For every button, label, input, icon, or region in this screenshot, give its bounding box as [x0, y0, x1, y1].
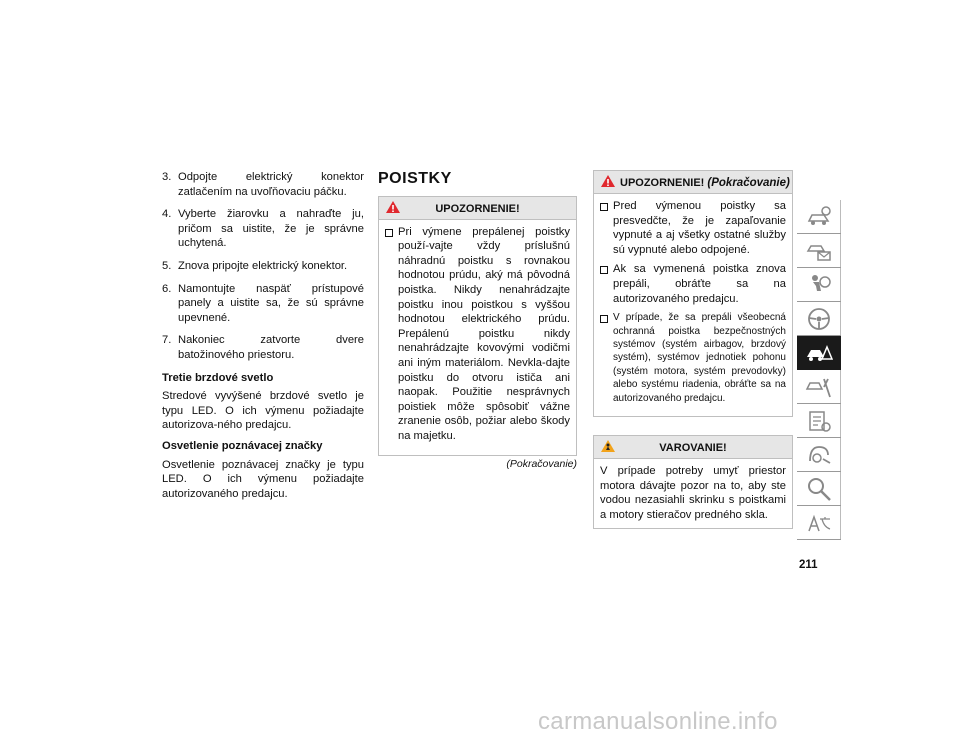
danger-text: V prípade potreby umyť priestor motora dávajte pozor na to, aby ste vodou nezasiahli skrinku s poistkami a motory stieračov predného skla. — [600, 465, 786, 521]
watermark: carmanualsonline.info — [538, 708, 778, 735]
tab-service[interactable] — [797, 370, 841, 404]
danger-label: VAROVANIE! — [659, 442, 727, 454]
checkbox-square-icon — [600, 266, 608, 274]
tab-languages[interactable] — [797, 506, 841, 540]
middle-column — [378, 170, 577, 471]
danger-box — [593, 435, 793, 529]
specs-list-icon — [805, 407, 833, 435]
tab-car-info[interactable] — [797, 234, 841, 268]
tab-safety[interactable] — [797, 268, 841, 302]
license-plate-light-text: Osvetlenie poznávacej značky je typu LED. O ich výmenu požiadajte autorizovaného predajcu. — [162, 458, 364, 500]
checkbox-square-icon — [385, 229, 393, 237]
car-envelope-icon — [805, 237, 833, 265]
warning-triangle-icon — [600, 174, 616, 188]
airbag-person-icon — [805, 271, 833, 299]
license-plate-light-heading: Osvetlenie poznávacej značky — [162, 439, 323, 452]
left-column — [162, 170, 364, 507]
car-wrench-icon — [805, 373, 833, 401]
third-brake-light-heading: Tretie brzdové svetlo — [162, 371, 274, 384]
tab-dashboard[interactable] — [797, 200, 841, 234]
multimedia-icon — [805, 441, 833, 469]
checkbox-square-icon — [600, 315, 608, 323]
tab-driving[interactable] — [797, 302, 841, 336]
caution-label: UPOZORNENIE! — [435, 202, 520, 215]
tab-multimedia[interactable] — [797, 438, 841, 472]
caution-continued-box — [593, 170, 793, 417]
caution-continued-label: UPOZORNENIE! (Pokračovanie) — [620, 177, 790, 189]
step-5: 5. Znova pripojte elektrický konektor. — [162, 259, 348, 272]
magnifier-icon — [805, 475, 833, 503]
car-breakdown-warning-icon — [805, 339, 833, 367]
danger-header — [594, 436, 792, 459]
caution-bullet-3: V prípade, že sa prepáli všeobecná ochranná poistka bezpečnostných systémov (systém airbagov, brzdový systém), systémov jednotiek pohonu (systém motora, systém prevodovky) alebo systému riadenia, obráťte sa na autorizovaného predajcu. — [600, 311, 786, 405]
caution-header — [379, 197, 576, 220]
caution-continued-header — [594, 171, 792, 194]
third-brake-light-text: Stredové vyvýšené brzdové svetlo je typu LED. O ich výmenu požiadajte autorizova-ného predajcu. — [162, 390, 364, 432]
tab-index[interactable] — [797, 472, 841, 506]
tab-specifications[interactable] — [797, 404, 841, 438]
steering-wheel-icon — [805, 305, 833, 333]
tab-emergency[interactable] — [797, 336, 841, 370]
checkbox-square-icon — [600, 203, 608, 211]
caution-bullet: Pri výmene prepálenej poistky použí-vajte vždy príslušnú náhradnú poistku s rovnakou hodnotou prúdu, aký má pôvodná poistka. Nikdy nenahrádzajte poistku inou poistkou s vyššou hodnotou elektrického prúdu. Prepálenú poistku nikdy nenahrádzajte kovovými vodičmi ani iným materiálom. Nevkla-dajte poistku do otvoru ističa ani naopak. Použitie nesprávnych poistiek môže spôsobiť vážne zranenie osôb, požiar alebo škody na majetku. — [385, 225, 570, 444]
page-number: 211 — [799, 559, 818, 571]
continued-note: (Pokračovanie) — [506, 457, 577, 470]
caution-box — [378, 196, 577, 456]
caution-bullet-1: Pred výmenou poistky sa presvedčte, že je zapaľovanie vypnuté a aj všetky ostatné služby sú vypnuté alebo odpojené. — [600, 199, 786, 257]
caution-bullet-2: Ak sa vymenená poistka znova prepáli, obráťte sa na autorizovaného predajcu. — [600, 262, 786, 306]
right-column — [593, 170, 793, 529]
step-4: 4. Vyberte žiarovku a nahraďte ju, pričom sa uistite, že je správne uchytená. — [162, 208, 364, 250]
section-title-fuses: POISTKY — [378, 170, 452, 187]
step-6: 6. Namontujte naspäť prístupové panely a uistite sa, že sú správne upevnené. — [162, 282, 364, 324]
car-dashboard-icon — [805, 203, 833, 231]
step-3: 3. Odpojte elektrický konektor zatlačením na uvoľňovaciu páčku. — [162, 171, 364, 198]
step-7: 7. Nakoniec zatvorte dvere batožinového priestoru. — [162, 334, 364, 361]
language-icon — [805, 509, 833, 537]
